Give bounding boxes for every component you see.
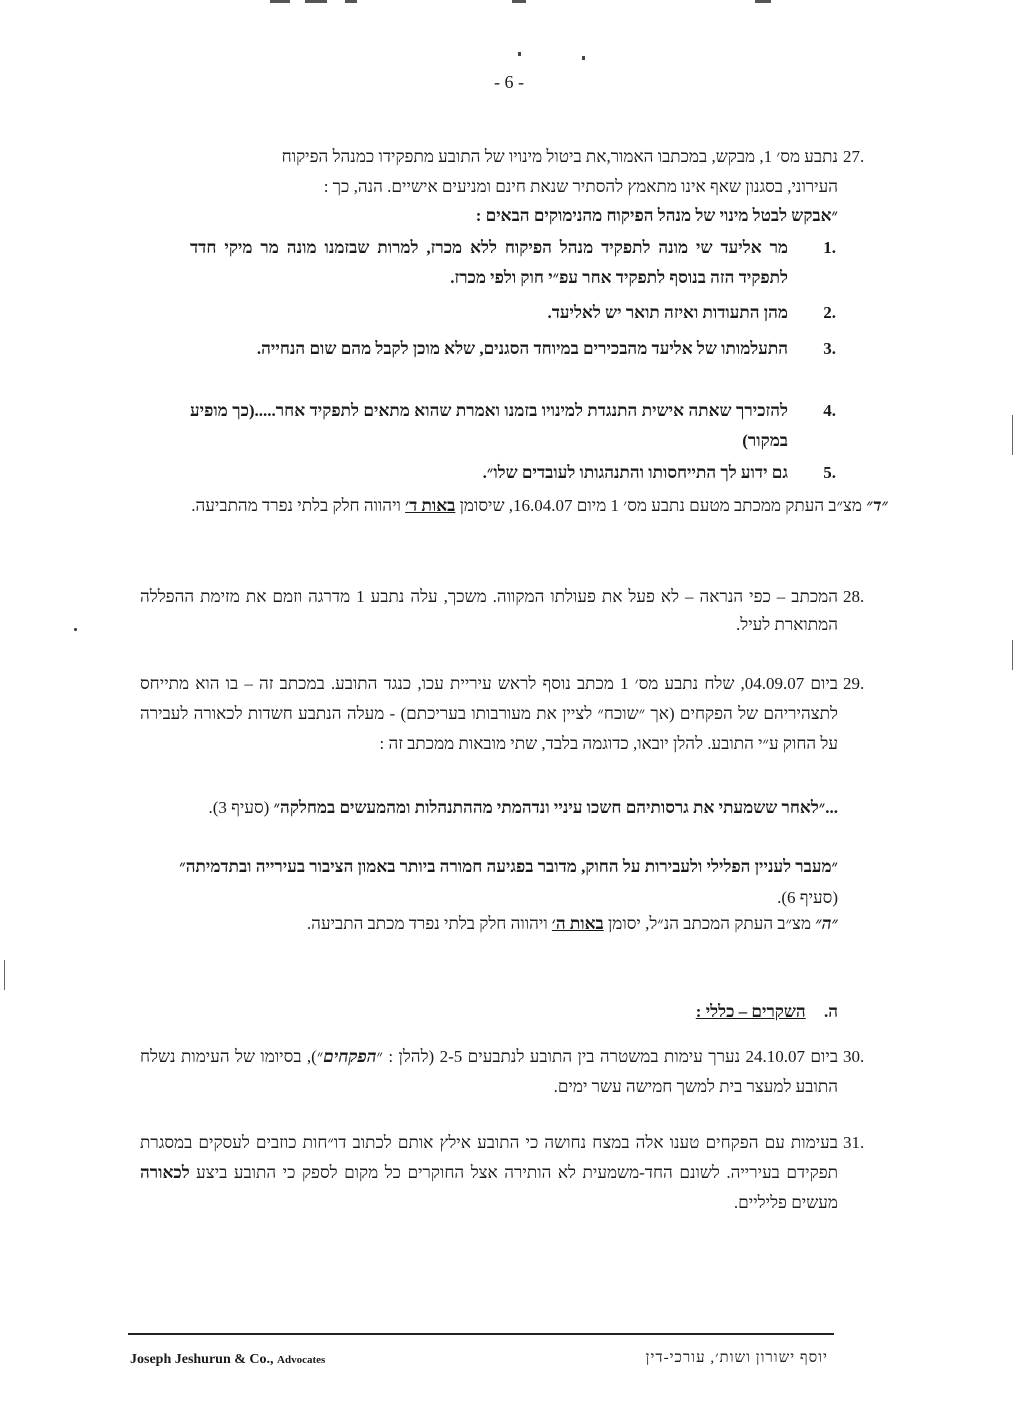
scan-mark [270,0,290,3]
emphasized-word: לכאורה [140,1163,190,1182]
quote-ref: (סעיף 3). [208,798,270,817]
exhibit-text: מצ״ב העתק ממכתב מטעם נתבע מס׳ 1 מיום 16.04.07, שיסומן [459,496,863,515]
list-text: להזכירך שאתה אישית התנגדת למינויו בזמנו ואמרת שהוא מתאים לתפקיד אחר.....(כך מופיע במקור) [190,401,788,450]
list-text: גם ידוע לך התייחסותו והתנהגותו לעובדים שלו״. [482,463,788,482]
paragraph-number: 28. [843,587,865,606]
list-text: מהן התעודות ואיזה תואר יש לאליעד. [547,303,788,322]
scan-specks [0,50,1018,64]
paragraph-number: 27. [843,147,865,166]
paragraph-text-start: ביום 24.10.07 נערך עימות במשטרה בין התובע לנתבעים 2-5 (להלן : ״ [376,1047,839,1066]
quote-text: ״מעבר לעניין הפלילי ולעבירות על החוק, מדובר בפגיעה חמורה ביותר באמון הציבור בעירייה ובתדמיתה״ [179,857,838,876]
paragraph-27 [140,143,865,171]
section-number: ה. [823,1002,838,1021]
list-item-1 [190,233,836,293]
section-heading [696,1002,838,1022]
paragraph-text-start: בעימות עם הפקחים טענו אלה במצח נחושה כי התובע אילץ אותם לכתוב דו״חות כוזבים לעסקים במסגרת תפקידם בעירייה. לשונם החד-משמעית לא הותירה אצל החוקרים כל מקום לספק כי התובע ביצע [140,1133,838,1182]
paragraph-number: 30. [843,1047,865,1066]
scan-edge-mark [1012,415,1013,455]
exhibit-text-end: ויהווה חלק בלתי נפרד מכתב התביעה. [306,914,548,933]
paragraph-27-line2 [140,173,838,201]
list-text: התעלמותו של אליעד מהבכירים במיוחד הסגנים, שלא מוכן לקבל מהם שום הנחייה. [256,339,788,358]
scan-mark [305,0,327,3]
quote-text: ...״לאחר ששמעתי את גרסותיהם חשכו עיניי ונדהמתי מההתנהלות ומהמעשים במחלקה״ [273,798,838,817]
list-text: מר אליעד שי מונה לתפקיד מנהל הפיקוח ללא מכרז, למרות שבזמנו מונה מר מיקי חדד לתפקיד הזה בנוסף לתפקיד אחר עפ״י חוק ולפי מכרז. [190,238,788,287]
scan-artifacts-top [0,0,1018,6]
scan-mark [755,0,771,3]
paragraph-number: 29. [843,674,865,693]
paragraph-line: העירוני, בסגנון שאף אינו מתאמץ להסתיר שנאת חינם ומניעים אישיים. הנה, כך : [323,177,838,196]
footer-firm-name: Joseph Jeshurun & Co., [130,1352,274,1367]
list-number: 2. [823,303,836,322]
paragraph-28 [140,583,865,639]
list-item-4 [190,396,836,456]
paragraph-31 [140,1128,865,1218]
footer-firm-english [130,1352,325,1368]
scan-speck [518,52,521,56]
scan-dot [74,628,77,631]
paragraph-text: המכתב – כפי הנראה – לא פעל את פעולתו המקווה. משכך, עלה נתבע 1 מדרגה וזמם את מזימת ההפללה המתוארת לעיל. [140,587,838,634]
list-number: 1. [823,238,836,257]
exhibit-note-h [180,908,838,940]
paragraph-text [140,1128,838,1218]
paragraph-30 [140,1042,865,1102]
paragraph-text [140,1042,838,1102]
scan-mark [512,0,526,3]
paragraph-text-end: מעשים פליליים. [733,1193,838,1212]
list-number: 5. [823,463,836,482]
page-number: - 6 - [494,72,524,92]
exhibit-label: באות ה׳ [551,914,604,933]
section-title: השקרים – כללי : [695,1002,806,1021]
footer-firm-hebrew: יוסף ישורון ושות׳, עורכי-דין [645,1350,828,1366]
quote-intro: ״אבקש לבטל מינוי של מנהל הפיקוח מהנימוקים הבאים : [475,206,838,225]
footer-firm-suffix: Advocates [277,1354,326,1366]
scan-edge-mark [4,960,5,990]
quote-1 [160,792,838,823]
paragraph-number: 31. [843,1133,865,1152]
scan-mark [345,0,357,3]
exhibit-mark: ״ד״ [866,496,888,515]
list-item-3 [190,334,836,364]
exhibit-text-end: ויהווה חלק בלתי נפרד מהתביעה. [191,496,401,515]
quote-ref: (סעיף 6). [777,888,838,907]
exhibit-note-d [130,490,888,522]
paragraph-29 [140,669,865,759]
footer-rule [128,1333,834,1335]
scan-edge-mark [1012,640,1013,670]
exhibit-label: באות ד׳ [405,496,456,515]
defined-term: הפקחים [323,1047,377,1066]
exhibit-mark: ״ה״ [815,914,838,933]
paragraph-line: נתבע מס׳ 1, מבקש, במכתבו האמור,את ביטול מינויו של התובע מתפקידו כמנהל הפיקוח [281,147,838,166]
list-number: 4. [823,401,836,420]
exhibit-text: מצ״ב העתק המכתב הנ״ל, יסומן [607,914,812,933]
list-item-5 [190,458,836,488]
paragraph-text: ביום 04.09.07, שלח נתבע מס׳ 1 מכתב נוסף לראש עיריית עכו, כנגד התובע. במכתב זה – בו הוא מתייחס לתצהיריהם של הפקחים (אך ״שוכח״ לציין את מעורבותו בעריכתם) - מעלה הנתבע חשדות לכאורה לעבירה על החוק ע״י התובע. להלן יובאו, כדוגמה בלבד, שתי מובאות ממכתב זה : [140,674,839,753]
scan-speck [582,56,585,60]
list-number: 3. [823,339,836,358]
paragraph-text-end: ״), בסיומו של העימות נשלח התובע למעצר בית למשך חמישה עשר ימים. [140,1047,838,1096]
list-item-2 [190,298,836,328]
quote-2 [160,851,838,913]
